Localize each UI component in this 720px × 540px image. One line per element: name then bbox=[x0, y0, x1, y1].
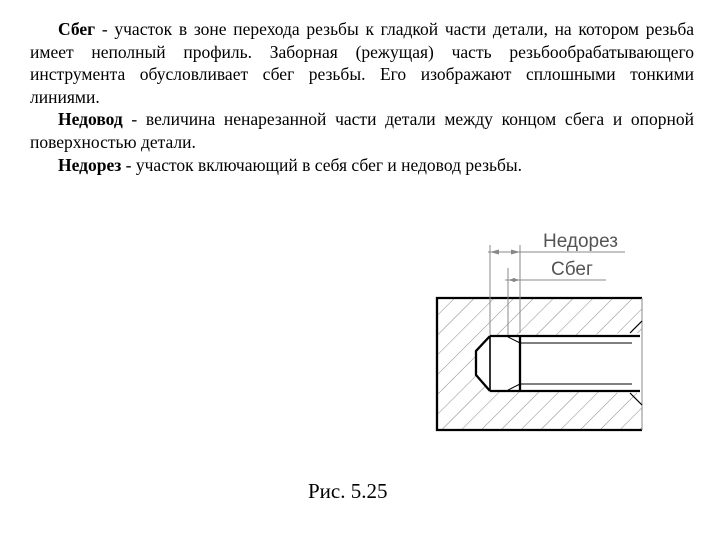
label-sbeg: Сбег bbox=[551, 259, 593, 280]
runout-line-bottom bbox=[508, 384, 520, 390]
term-nedorez: Недорез bbox=[58, 154, 122, 175]
arrow-nedorez-right bbox=[511, 250, 520, 255]
definition-nedorez: - участок включающий в себя сбег и недовод резьбы. bbox=[121, 154, 523, 175]
figure-caption: Рис. 5.25 bbox=[308, 479, 388, 503]
term-sbeg: Сбег bbox=[58, 19, 96, 39]
arrow-sbeg-right bbox=[513, 278, 520, 282]
definition-sbeg: - участок в зоне перехода резьбы к гладкой части детали, на котором резьба имеет неполный профиль. Заборная (режущая) часть резьбообрабатывающего инструмента обусловливает сбег резьбы. Его изображают сплошными тонкими линиями. bbox=[30, 19, 694, 107]
runout-line-top bbox=[508, 337, 520, 343]
hatch-area bbox=[437, 298, 642, 430]
term-nedovod: Недовод bbox=[58, 109, 123, 130]
arrow-nedorez-left bbox=[490, 250, 499, 255]
label-nedorez: Недорез bbox=[543, 231, 618, 252]
definition-nedovod: - величина ненарезанной части детали между концом сбега и опорной поверхностью детали. bbox=[30, 109, 694, 152]
